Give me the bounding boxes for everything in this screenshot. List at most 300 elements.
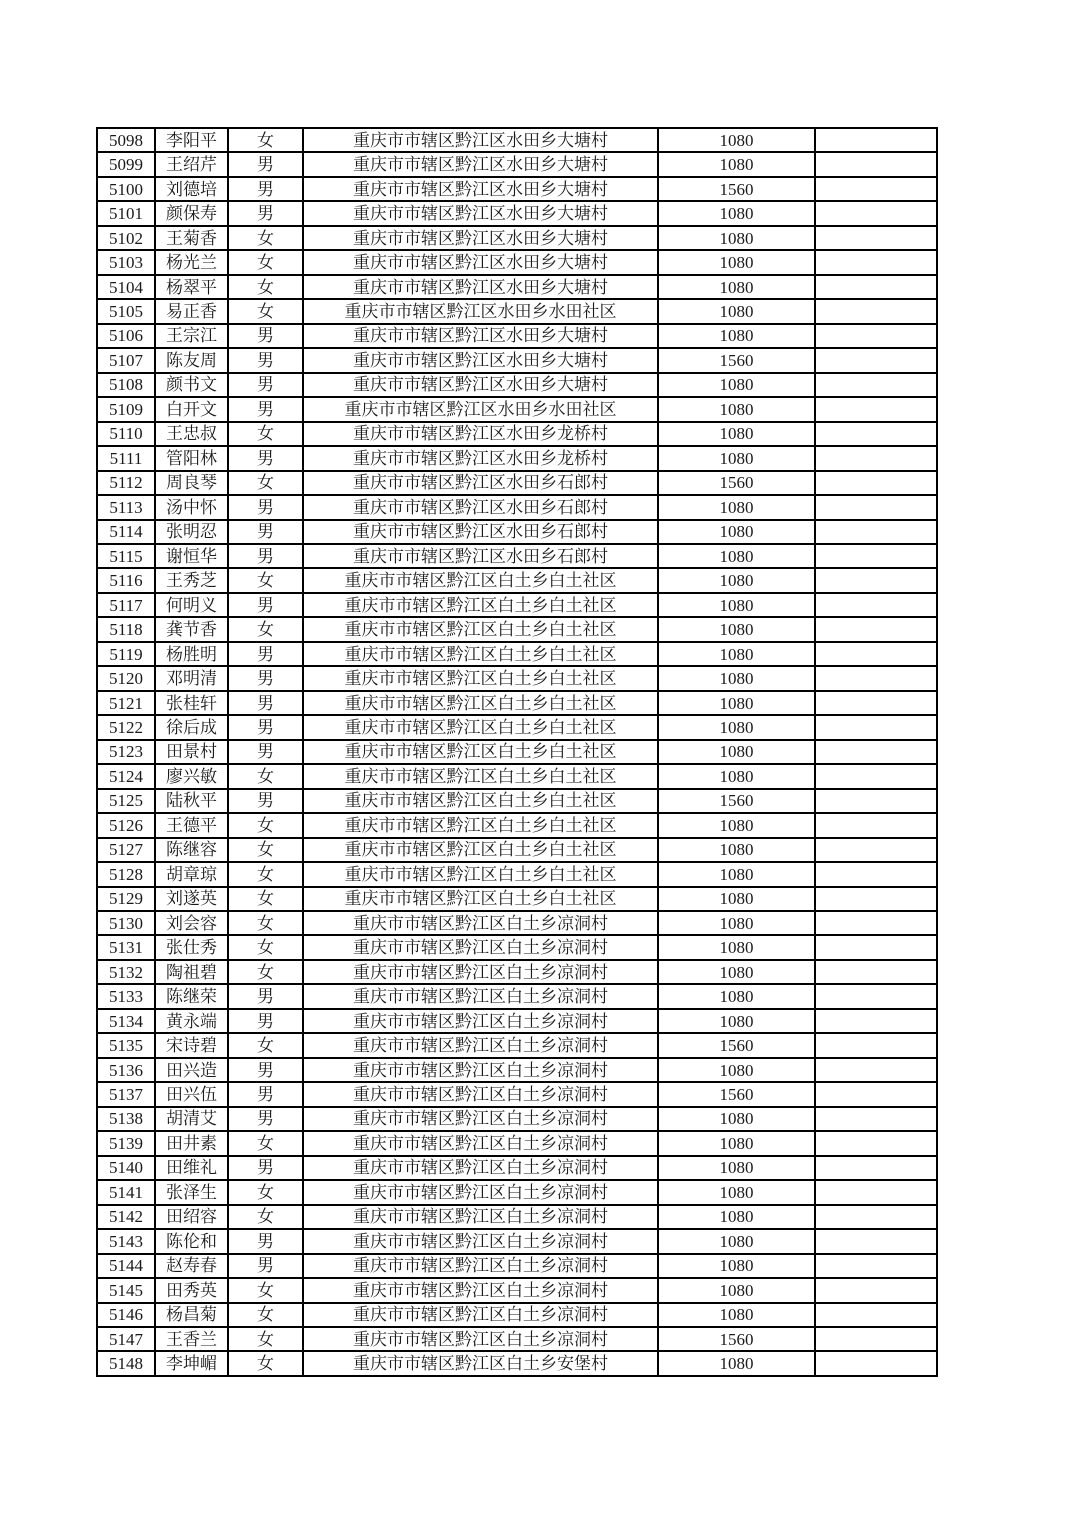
address-cell: 重庆市市辖区黔江区白土乡凉洞村 [303, 1254, 658, 1278]
gender-cell: 男 [228, 1058, 303, 1082]
address-cell: 重庆市市辖区黔江区水田乡大塘村 [303, 324, 658, 348]
gender-cell: 男 [228, 397, 303, 421]
name-cell: 田兴造 [155, 1058, 228, 1082]
gender-cell: 男 [228, 495, 303, 519]
table-row [97, 935, 937, 959]
amount-cell: 1080 [658, 666, 815, 690]
amount-cell: 1080 [658, 764, 815, 788]
note-cell [815, 1229, 937, 1253]
table-row [97, 373, 937, 397]
note-cell [815, 1156, 937, 1180]
table-row [97, 691, 937, 715]
gender-cell: 女 [228, 1278, 303, 1302]
table-row [97, 715, 937, 739]
table-row [97, 1205, 937, 1229]
amount-cell: 1560 [658, 1082, 815, 1106]
amount-cell: 1080 [658, 813, 815, 837]
gender-cell: 男 [228, 715, 303, 739]
amount-cell: 1080 [658, 1303, 815, 1327]
amount-cell: 1080 [658, 617, 815, 641]
note-cell [815, 666, 937, 690]
address-cell: 重庆市市辖区黔江区水田乡大塘村 [303, 348, 658, 372]
note-cell [815, 764, 937, 788]
amount-cell: 1560 [658, 348, 815, 372]
gender-cell: 女 [228, 422, 303, 446]
gender-cell: 男 [228, 789, 303, 813]
gender-cell: 男 [228, 1107, 303, 1131]
amount-cell: 1080 [658, 593, 815, 617]
address-cell: 重庆市市辖区黔江区水田乡大塘村 [303, 226, 658, 250]
address-cell: 重庆市市辖区黔江区白土乡凉洞村 [303, 1303, 658, 1327]
address-cell: 重庆市市辖区黔江区水田乡大塘村 [303, 152, 658, 176]
gender-cell: 女 [228, 226, 303, 250]
serial-number-cell: 5127 [97, 838, 155, 862]
name-cell: 胡清艾 [155, 1107, 228, 1131]
table-row [97, 446, 937, 470]
table-row [97, 1351, 937, 1376]
serial-number-cell: 5099 [97, 152, 155, 176]
gender-cell: 男 [228, 984, 303, 1008]
note-cell [815, 1303, 937, 1327]
serial-number-cell: 5134 [97, 1009, 155, 1033]
table-row [97, 887, 937, 911]
address-cell: 重庆市市辖区黔江区白土乡凉洞村 [303, 1033, 658, 1057]
name-cell: 陈继荣 [155, 984, 228, 1008]
note-cell [815, 789, 937, 813]
name-cell: 杨翠平 [155, 275, 228, 299]
table-row [97, 1082, 937, 1106]
name-cell: 张桂轩 [155, 691, 228, 715]
address-cell: 重庆市市辖区黔江区白土乡白土社区 [303, 740, 658, 764]
gender-cell: 男 [228, 520, 303, 544]
gender-cell: 男 [228, 324, 303, 348]
name-cell: 陈伦和 [155, 1229, 228, 1253]
note-cell [815, 568, 937, 592]
amount-cell: 1080 [658, 1351, 815, 1376]
name-cell: 胡章琼 [155, 862, 228, 886]
amount-cell: 1080 [658, 887, 815, 911]
name-cell: 田秀英 [155, 1278, 228, 1302]
table-row [97, 789, 937, 813]
gender-cell: 男 [228, 691, 303, 715]
note-cell [815, 1058, 937, 1082]
amount-cell: 1080 [658, 642, 815, 666]
note-cell [815, 862, 937, 886]
amount-cell: 1080 [658, 568, 815, 592]
table-row [97, 984, 937, 1008]
amount-cell: 1080 [658, 373, 815, 397]
name-cell: 颜保寿 [155, 201, 228, 225]
serial-number-cell: 5119 [97, 642, 155, 666]
amount-cell: 1080 [658, 495, 815, 519]
address-cell: 重庆市市辖区黔江区白土乡凉洞村 [303, 1058, 658, 1082]
address-cell: 重庆市市辖区黔江区水田乡石郎村 [303, 495, 658, 519]
serial-number-cell: 5102 [97, 226, 155, 250]
gender-cell: 男 [228, 740, 303, 764]
gender-cell: 女 [228, 1180, 303, 1204]
name-cell: 田绍容 [155, 1205, 228, 1229]
table-row [97, 862, 937, 886]
table-row [97, 495, 937, 519]
table-row [97, 1107, 937, 1131]
serial-number-cell: 5142 [97, 1205, 155, 1229]
serial-number-cell: 5130 [97, 911, 155, 935]
note-cell [815, 1254, 937, 1278]
serial-number-cell: 5144 [97, 1254, 155, 1278]
table-row [97, 740, 937, 764]
table-row [97, 666, 937, 690]
amount-cell: 1080 [658, 275, 815, 299]
note-cell [815, 324, 937, 348]
note-cell [815, 422, 937, 446]
serial-number-cell: 5108 [97, 373, 155, 397]
note-cell [815, 1131, 937, 1155]
amount-cell: 1560 [658, 177, 815, 201]
note-cell [815, 887, 937, 911]
gender-cell: 男 [228, 1229, 303, 1253]
beneficiary-roster-table [96, 127, 938, 1377]
name-cell: 王德平 [155, 813, 228, 837]
name-cell: 张明忍 [155, 520, 228, 544]
note-cell [815, 1278, 937, 1302]
gender-cell: 男 [228, 177, 303, 201]
name-cell: 陈继容 [155, 838, 228, 862]
address-cell: 重庆市市辖区黔江区白土乡白土社区 [303, 862, 658, 886]
address-cell: 重庆市市辖区黔江区白土乡凉洞村 [303, 1107, 658, 1131]
address-cell: 重庆市市辖区黔江区水田乡水田社区 [303, 397, 658, 421]
note-cell [815, 1205, 937, 1229]
serial-number-cell: 5118 [97, 617, 155, 641]
amount-cell: 1080 [658, 691, 815, 715]
serial-number-cell: 5133 [97, 984, 155, 1008]
table-row [97, 1327, 937, 1351]
note-cell [815, 544, 937, 568]
note-cell [815, 275, 937, 299]
amount-cell: 1080 [658, 201, 815, 225]
address-cell: 重庆市市辖区黔江区白土乡凉洞村 [303, 1229, 658, 1253]
table-row [97, 201, 937, 225]
name-cell: 杨光兰 [155, 250, 228, 274]
address-cell: 重庆市市辖区黔江区水田乡大塘村 [303, 373, 658, 397]
note-cell [815, 397, 937, 421]
table-row [97, 250, 937, 274]
serial-number-cell: 5145 [97, 1278, 155, 1302]
amount-cell: 1080 [658, 935, 815, 959]
address-cell: 重庆市市辖区黔江区白土乡白土社区 [303, 789, 658, 813]
name-cell: 杨昌菊 [155, 1303, 228, 1327]
address-cell: 重庆市市辖区黔江区白土乡凉洞村 [303, 960, 658, 984]
gender-cell: 女 [228, 838, 303, 862]
serial-number-cell: 5126 [97, 813, 155, 837]
table-row [97, 1278, 937, 1302]
table-row [97, 1180, 937, 1204]
note-cell [815, 593, 937, 617]
name-cell: 徐后成 [155, 715, 228, 739]
table-row [97, 642, 937, 666]
serial-number-cell: 5107 [97, 348, 155, 372]
serial-number-cell: 5105 [97, 299, 155, 323]
amount-cell: 1080 [658, 740, 815, 764]
address-cell: 重庆市市辖区黔江区水田乡水田社区 [303, 299, 658, 323]
address-cell: 重庆市市辖区黔江区白土乡凉洞村 [303, 1327, 658, 1351]
name-cell: 廖兴敏 [155, 764, 228, 788]
note-cell [815, 446, 937, 470]
amount-cell: 1560 [658, 471, 815, 495]
amount-cell: 1080 [658, 544, 815, 568]
note-cell [815, 177, 937, 201]
gender-cell: 男 [228, 446, 303, 470]
amount-cell: 1080 [658, 152, 815, 176]
serial-number-cell: 5136 [97, 1058, 155, 1082]
serial-number-cell: 5116 [97, 568, 155, 592]
address-cell: 重庆市市辖区黔江区白土乡白土社区 [303, 568, 658, 592]
address-cell: 重庆市市辖区黔江区水田乡石郎村 [303, 520, 658, 544]
note-cell [815, 1327, 937, 1351]
serial-number-cell: 5100 [97, 177, 155, 201]
serial-number-cell: 5111 [97, 446, 155, 470]
address-cell: 重庆市市辖区黔江区白土乡凉洞村 [303, 1180, 658, 1204]
address-cell: 重庆市市辖区黔江区白土乡白土社区 [303, 593, 658, 617]
note-cell [815, 642, 937, 666]
name-cell: 田兴伍 [155, 1082, 228, 1106]
name-cell: 周良琴 [155, 471, 228, 495]
address-cell: 重庆市市辖区黔江区水田乡龙桥村 [303, 422, 658, 446]
note-cell [815, 1351, 937, 1376]
serial-number-cell: 5143 [97, 1229, 155, 1253]
name-cell: 李阳平 [155, 128, 228, 152]
gender-cell: 女 [228, 813, 303, 837]
table-row [97, 397, 937, 421]
name-cell: 邓明清 [155, 666, 228, 690]
name-cell: 宋诗碧 [155, 1033, 228, 1057]
amount-cell: 1080 [658, 862, 815, 886]
gender-cell: 男 [228, 666, 303, 690]
gender-cell: 女 [228, 299, 303, 323]
address-cell: 重庆市市辖区黔江区白土乡白土社区 [303, 666, 658, 690]
table-row [97, 1303, 937, 1327]
table-row [97, 544, 937, 568]
serial-number-cell: 5114 [97, 520, 155, 544]
table-body [97, 128, 937, 1376]
note-cell [815, 715, 937, 739]
note-cell [815, 911, 937, 935]
note-cell [815, 250, 937, 274]
amount-cell: 1080 [658, 250, 815, 274]
amount-cell: 1080 [658, 1009, 815, 1033]
name-cell: 王宗江 [155, 324, 228, 348]
name-cell: 龚节香 [155, 617, 228, 641]
note-cell [815, 1033, 937, 1057]
amount-cell: 1080 [658, 1205, 815, 1229]
address-cell: 重庆市市辖区黔江区白土乡白土社区 [303, 887, 658, 911]
table-row [97, 1058, 937, 1082]
table-row [97, 593, 937, 617]
name-cell: 王菊香 [155, 226, 228, 250]
name-cell: 赵寿春 [155, 1254, 228, 1278]
address-cell: 重庆市市辖区黔江区白土乡白土社区 [303, 764, 658, 788]
note-cell [815, 984, 937, 1008]
gender-cell: 女 [228, 617, 303, 641]
table-row [97, 568, 937, 592]
serial-number-cell: 5123 [97, 740, 155, 764]
address-cell: 重庆市市辖区黔江区水田乡石郎村 [303, 544, 658, 568]
name-cell: 刘会容 [155, 911, 228, 935]
name-cell: 张泽生 [155, 1180, 228, 1204]
table-row [97, 226, 937, 250]
serial-number-cell: 5115 [97, 544, 155, 568]
name-cell: 陶祖碧 [155, 960, 228, 984]
amount-cell: 1080 [658, 422, 815, 446]
note-cell [815, 1180, 937, 1204]
address-cell: 重庆市市辖区黔江区水田乡大塘村 [303, 201, 658, 225]
amount-cell: 1080 [658, 1278, 815, 1302]
table-row [97, 1131, 937, 1155]
serial-number-cell: 5138 [97, 1107, 155, 1131]
serial-number-cell: 5147 [97, 1327, 155, 1351]
amount-cell: 1080 [658, 1229, 815, 1253]
address-cell: 重庆市市辖区黔江区白土乡凉洞村 [303, 935, 658, 959]
gender-cell: 男 [228, 593, 303, 617]
address-cell: 重庆市市辖区黔江区白土乡白土社区 [303, 617, 658, 641]
serial-number-cell: 5128 [97, 862, 155, 886]
name-cell: 田井素 [155, 1131, 228, 1155]
gender-cell: 女 [228, 1327, 303, 1351]
gender-cell: 女 [228, 960, 303, 984]
serial-number-cell: 5124 [97, 764, 155, 788]
note-cell [815, 740, 937, 764]
amount-cell: 1560 [658, 1033, 815, 1057]
serial-number-cell: 5141 [97, 1180, 155, 1204]
name-cell: 田维礼 [155, 1156, 228, 1180]
address-cell: 重庆市市辖区黔江区水田乡大塘村 [303, 177, 658, 201]
amount-cell: 1080 [658, 838, 815, 862]
address-cell: 重庆市市辖区黔江区水田乡石郎村 [303, 471, 658, 495]
serial-number-cell: 5101 [97, 201, 155, 225]
serial-number-cell: 5129 [97, 887, 155, 911]
note-cell [815, 471, 937, 495]
name-cell: 汤中怀 [155, 495, 228, 519]
amount-cell: 1080 [658, 446, 815, 470]
gender-cell: 女 [228, 935, 303, 959]
table-row [97, 348, 937, 372]
table-row [97, 764, 937, 788]
note-cell [815, 520, 937, 544]
address-cell: 重庆市市辖区黔江区白土乡白土社区 [303, 642, 658, 666]
serial-number-cell: 5117 [97, 593, 155, 617]
name-cell: 何明义 [155, 593, 228, 617]
serial-number-cell: 5110 [97, 422, 155, 446]
gender-cell: 男 [228, 1156, 303, 1180]
address-cell: 重庆市市辖区黔江区水田乡大塘村 [303, 128, 658, 152]
note-cell [815, 373, 937, 397]
address-cell: 重庆市市辖区黔江区白土乡凉洞村 [303, 1009, 658, 1033]
amount-cell: 1080 [658, 128, 815, 152]
table-row [97, 1156, 937, 1180]
gender-cell: 男 [228, 201, 303, 225]
name-cell: 谢恒华 [155, 544, 228, 568]
serial-number-cell: 5103 [97, 250, 155, 274]
gender-cell: 女 [228, 911, 303, 935]
name-cell: 白开文 [155, 397, 228, 421]
name-cell: 王秀芝 [155, 568, 228, 592]
table-row [97, 324, 937, 348]
gender-cell: 男 [228, 1082, 303, 1106]
name-cell: 刘遂英 [155, 887, 228, 911]
serial-number-cell: 5125 [97, 789, 155, 813]
address-cell: 重庆市市辖区黔江区白土乡凉洞村 [303, 984, 658, 1008]
serial-number-cell: 5131 [97, 935, 155, 959]
gender-cell: 女 [228, 764, 303, 788]
gender-cell: 女 [228, 275, 303, 299]
serial-number-cell: 5113 [97, 495, 155, 519]
note-cell [815, 226, 937, 250]
table-row [97, 813, 937, 837]
address-cell: 重庆市市辖区黔江区白土乡白土社区 [303, 715, 658, 739]
gender-cell: 女 [228, 1303, 303, 1327]
address-cell: 重庆市市辖区黔江区白土乡凉洞村 [303, 1082, 658, 1106]
amount-cell: 1080 [658, 1180, 815, 1204]
name-cell: 黄永端 [155, 1009, 228, 1033]
note-cell [815, 935, 937, 959]
serial-number-cell: 5106 [97, 324, 155, 348]
serial-number-cell: 5135 [97, 1033, 155, 1057]
amount-cell: 1080 [658, 1058, 815, 1082]
name-cell: 陈友周 [155, 348, 228, 372]
gender-cell: 女 [228, 250, 303, 274]
amount-cell: 1080 [658, 984, 815, 1008]
gender-cell: 男 [228, 642, 303, 666]
amount-cell: 1080 [658, 1254, 815, 1278]
table-row [97, 960, 937, 984]
amount-cell: 1080 [658, 397, 815, 421]
name-cell: 张仕秀 [155, 935, 228, 959]
note-cell [815, 201, 937, 225]
table-row [97, 177, 937, 201]
table-row [97, 520, 937, 544]
table-row [97, 911, 937, 935]
name-cell: 田景村 [155, 740, 228, 764]
name-cell: 刘德培 [155, 177, 228, 201]
table-row [97, 1033, 937, 1057]
gender-cell: 女 [228, 1131, 303, 1155]
amount-cell: 1080 [658, 715, 815, 739]
name-cell: 杨胜明 [155, 642, 228, 666]
table-row [97, 128, 937, 152]
amount-cell: 1080 [658, 1131, 815, 1155]
amount-cell: 1080 [658, 960, 815, 984]
note-cell [815, 1009, 937, 1033]
amount-cell: 1080 [658, 226, 815, 250]
note-cell [815, 960, 937, 984]
table-row [97, 422, 937, 446]
serial-number-cell: 5120 [97, 666, 155, 690]
table-row [97, 275, 937, 299]
gender-cell: 女 [228, 1205, 303, 1229]
table-row [97, 1009, 937, 1033]
amount-cell: 1080 [658, 1107, 815, 1131]
serial-number-cell: 5109 [97, 397, 155, 421]
amount-cell: 1080 [658, 911, 815, 935]
address-cell: 重庆市市辖区黔江区白土乡凉洞村 [303, 1205, 658, 1229]
table-row [97, 152, 937, 176]
table-row [97, 838, 937, 862]
name-cell: 颜书文 [155, 373, 228, 397]
gender-cell: 女 [228, 1033, 303, 1057]
gender-cell: 女 [228, 471, 303, 495]
gender-cell: 女 [228, 887, 303, 911]
table-row [97, 299, 937, 323]
note-cell [815, 1082, 937, 1106]
